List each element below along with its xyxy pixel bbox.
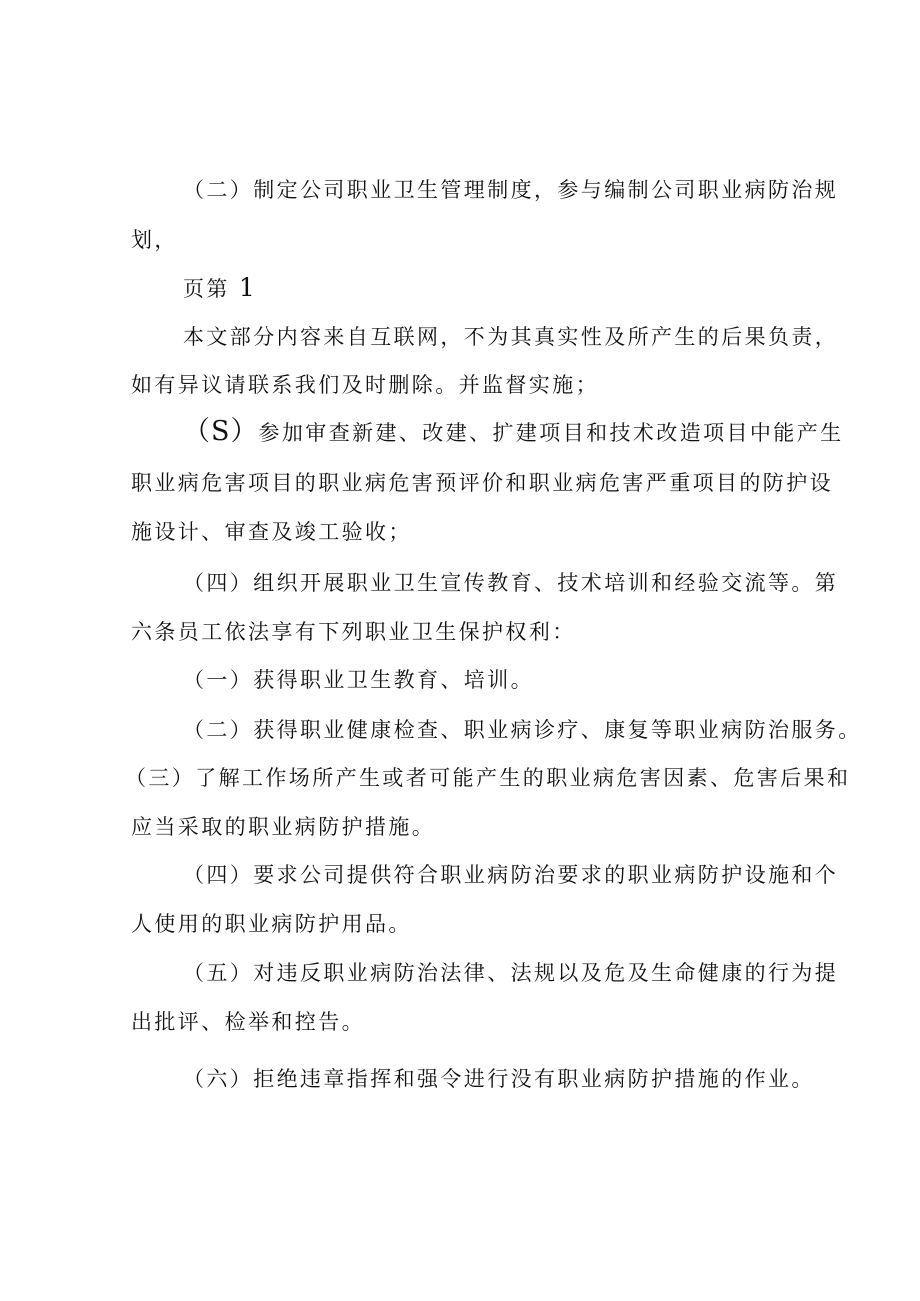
paragraph-line: 应当采取的职业病防护措施。 [131,815,436,839]
paragraph-line [0,418,920,447]
item-marker: （S） [183,416,259,447]
paragraph-line: （二）制定公司职业卫生管理制度，参与编制公司职业病防治规 [183,178,839,202]
paragraph-line: 六条员工依法享有下列职业卫生保护权利： [131,620,576,644]
item-text: 参加审查新建、改建、扩建项目和技术改造项目中能产生 [258,421,844,445]
list-item: （四）要求公司提供符合职业病防治要求的职业病防护设施和个 [183,863,839,887]
disclaimer-line: 本文部分内容来自互联网，不为其真实性及所产生的后果负责， [183,325,839,349]
page-number: 1 [238,273,255,302]
paragraph-line: 出批评、检举和控告。 [131,1010,365,1034]
list-item: （五）对违反职业病防治法律、法规以及危及生命健康的行为提 [183,961,839,985]
disclaimer-line: 如有异议请联系我们及时删除。并监督实施； [131,373,599,397]
list-item: （一）获得职业卫生教育、培训。 [183,668,534,692]
paragraph-line: 划， [131,228,178,252]
list-item: （六）拒绝违章指挥和强令进行没有职业病防护措施的作业。 [183,1067,815,1091]
paragraph-line: 职业病危害项目的职业病危害预评价和职业病危害严重项目的防护设 [131,471,833,495]
page-label: 页第 [183,277,230,301]
paragraph-line: 施设计、审查及竣工验收； [131,520,412,544]
page-footer [0,274,920,303]
list-item: （三）了解工作场所产生或者可能产生的职业病危害因素、危害后果和 [125,766,851,790]
paragraph-line: （四）组织开展职业卫生宣传教育、技术培训和经验交流等。第 [183,571,839,595]
list-item: （二）获得职业健康检查、职业病诊疗、康复等职业病防治服务。 [183,718,862,742]
paragraph-line: 人使用的职业病防护用品。 [131,912,412,936]
